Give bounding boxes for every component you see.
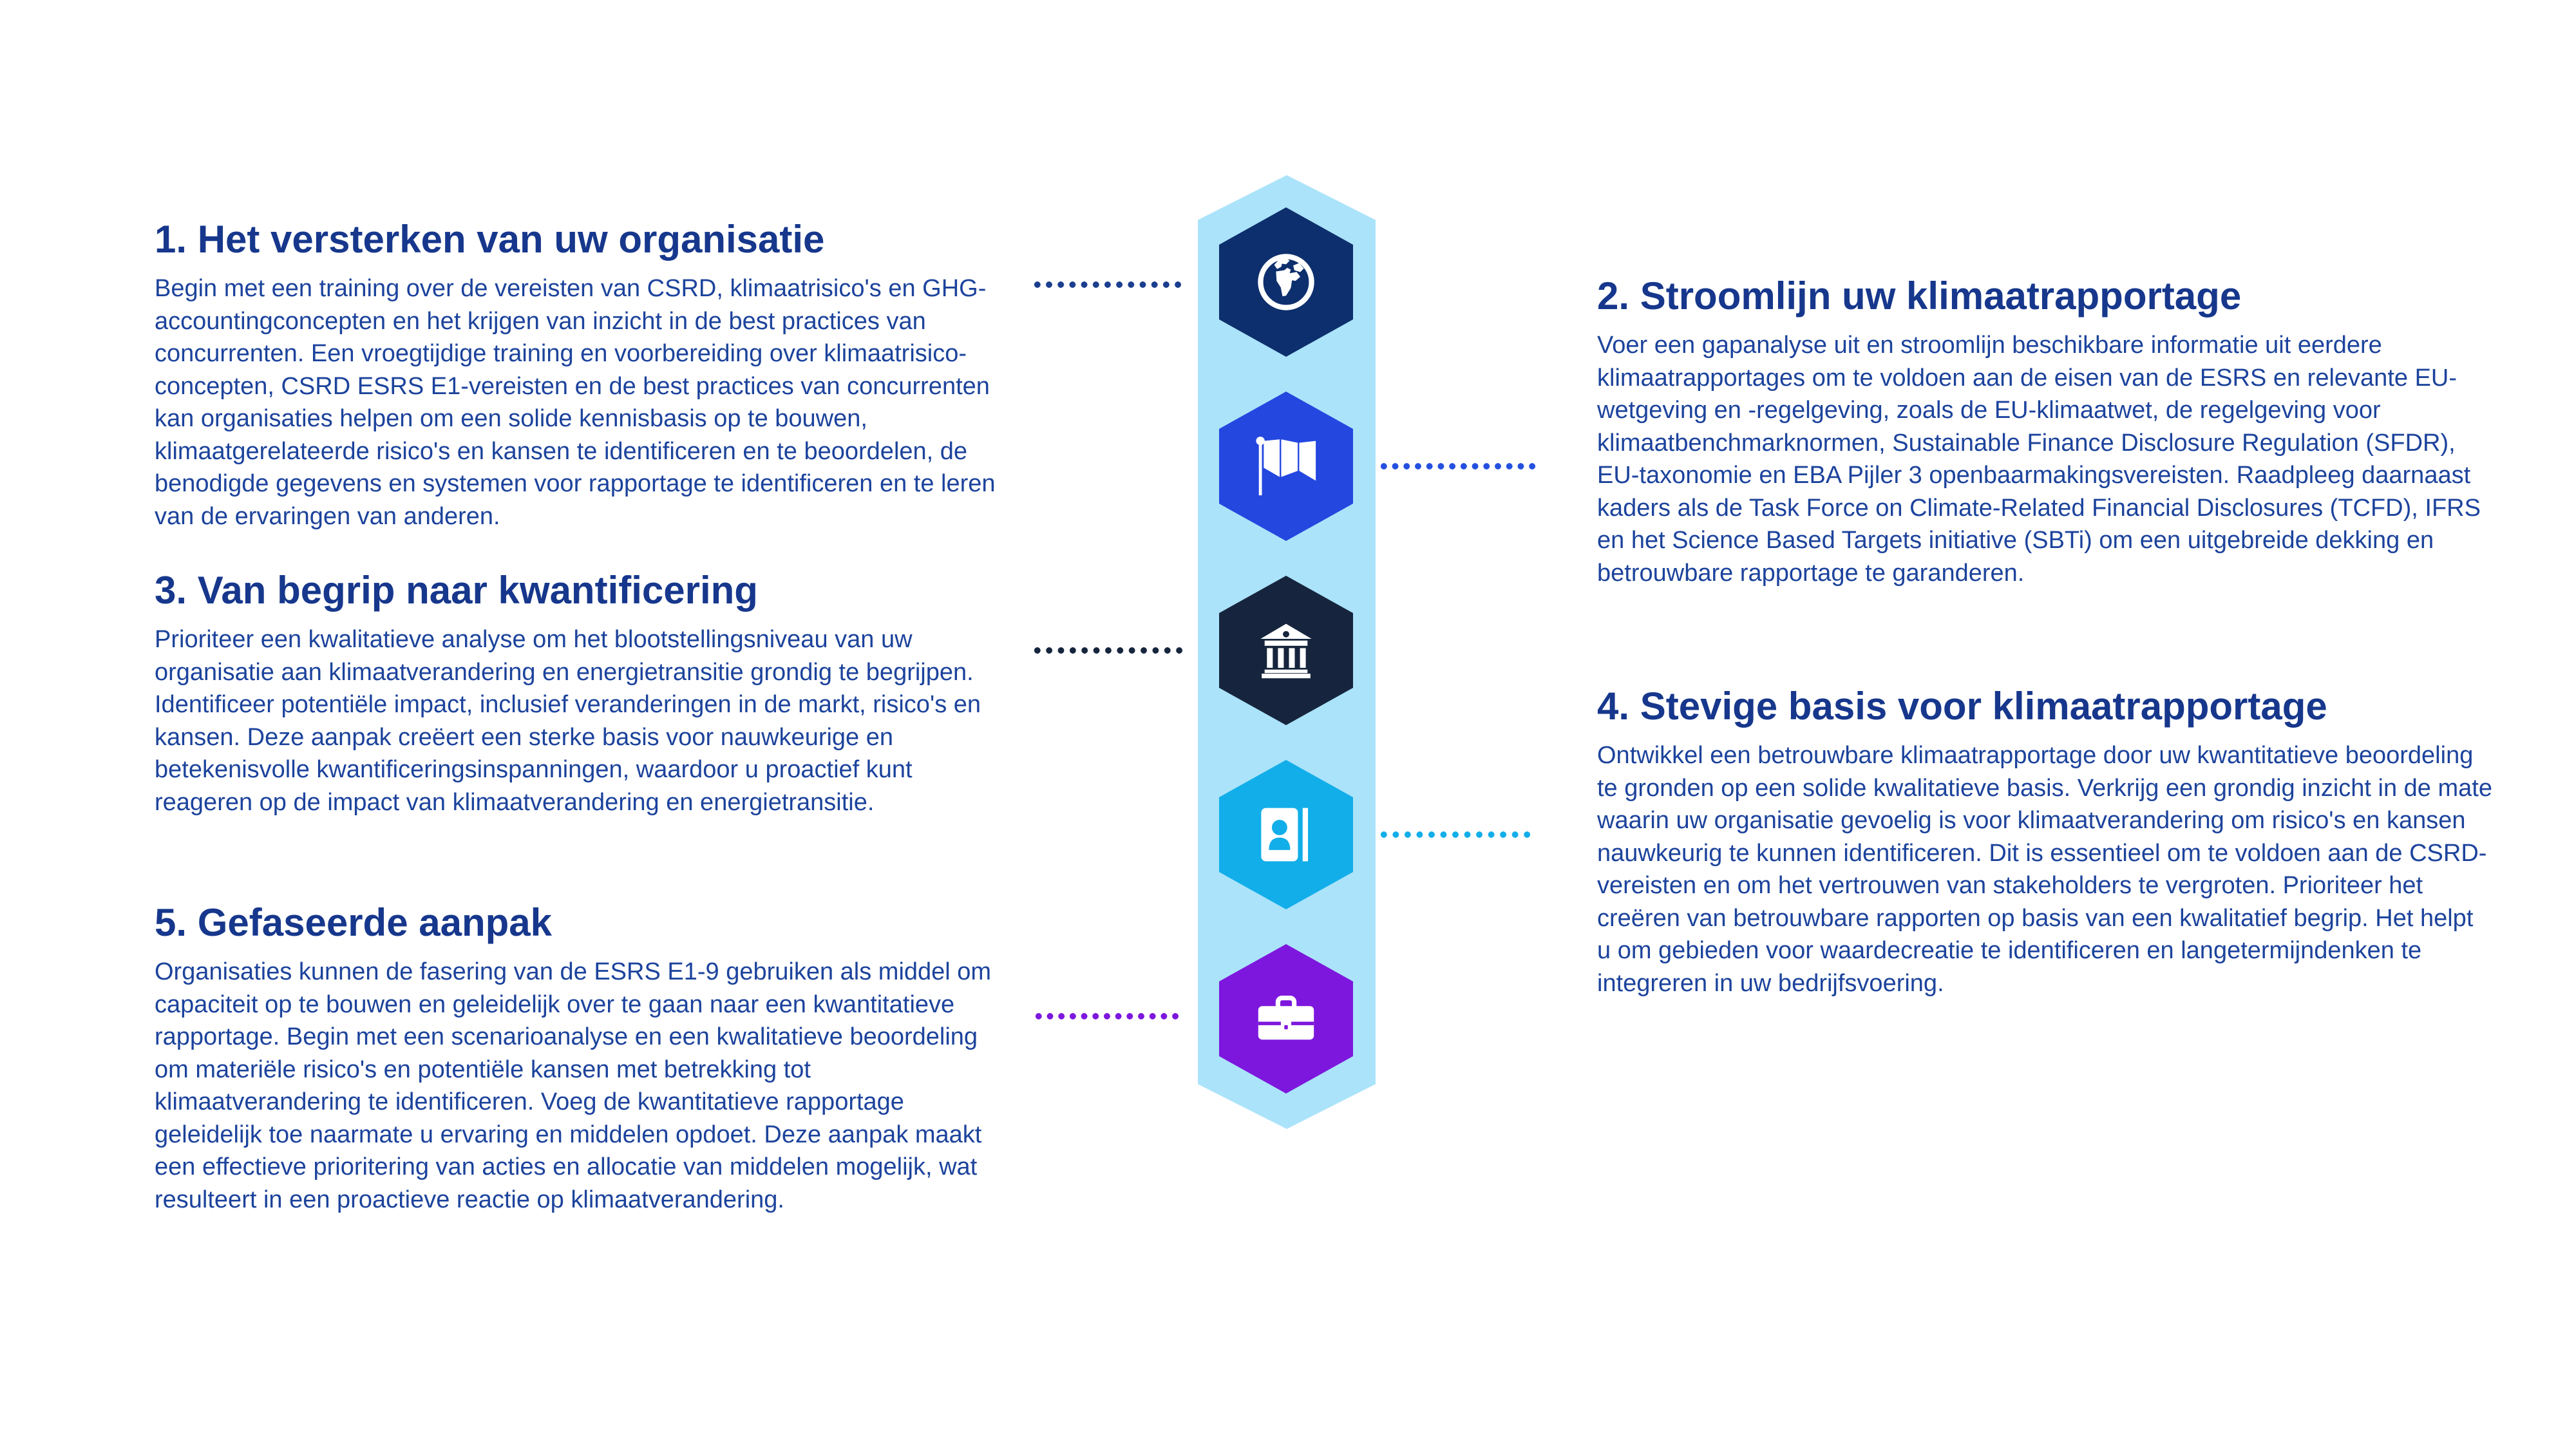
step-1-body: Begin met een training over de vereisten van CSRD, klimaatrisico's en GHG-accountingconcepten en het krijgen van inzicht in de best practices van concurrenten. Een vroegtijdige training en voorbereiding over klimaatrisico-concepten, CSRD ESRS E1-vereisten en de best practices van concurrenten kan organisaties helpen om een solide kennisbasis op te bouwen, klimaatgerelateerde risico's en kansen te identificeren en te beoordelen, de benodigde gegevens en systemen voor rapportage te identificeren en te leren van de ervaringen van anderen. bbox=[155, 275, 996, 530]
step-5-body: Organisaties kunnen de fasering van de ESRS E1-9 gebruiken als middel om capaciteit op te bouwen en geleidelijk over te gaan naar een kwantitatieve rapportage. Begin met een scenarioanalyse en een kwalitatieve beoordeling om materiële risico's en potentiële kansen met betrekking tot klimaatverandering te identificeren. Voeg de kwantitatieve rapportage geleidelijk toe naarmate u ervaring en middelen opdoet. Deze aanpak maakt een effectieve prioritering van acties en allocatie van middelen mogelijk, wat resulteert in een proactieve reactie op klimaatverandering. bbox=[155, 958, 992, 1213]
step-3-body: Prioriteer een kwalitatieve analyse om het blootstellingsniveau van uw organisatie aan klimaatverandering en energietransitie grondig te begrijpen. Identificeer potentiële impact, inclusief veranderingen in de markt, risico's en kansen. Deze aanpak creëert een sterke basis voor nauwkeurige en betekenisvolle kwantificeringsinspanningen, waardoor u proactief kunt reageren op de impact van klimaatverandering en energietransitie. bbox=[155, 626, 981, 816]
bank-icon bbox=[1257, 621, 1315, 679]
connector-step-2 bbox=[1378, 463, 1538, 469]
step-5-title: 5. Gefaseerde aanpak bbox=[155, 901, 553, 944]
globe-icon bbox=[1256, 252, 1316, 312]
connector-step-4 bbox=[1378, 831, 1533, 838]
step-3-section bbox=[155, 569, 1011, 819]
step-5-section bbox=[155, 902, 1011, 1216]
step-1-title: 1. Het versterken van uw organisatie bbox=[155, 218, 825, 261]
step-4-section bbox=[1597, 685, 2492, 999]
connector-step-5 bbox=[1033, 1013, 1181, 1019]
step-4-body: Ontwikkel een betrouwbare klimaatrapportage door uw kwantitatieve beoordeling te gronden op een solide kwalitatieve basis. Verkrijg een grondig inzicht in de mate waarin uw organisatie gevoelig is voor klimaatverandering om risico's en kansen nauwkeurig te kunnen identificeren. Dit is essentieel om te voldoen aan de CSRD-vereisten en om het vertrouwen van stakeholders te vergroten. Prioriteer het creëren van betrouwbare rapporten op basis van een kwalitatief begrip. Het helpt u om gebieden voor waardecreatie te identificeren en langetermijndenken te integreren in uw bedrijfsvoering. bbox=[1597, 742, 2492, 997]
connector-step-1 bbox=[1032, 281, 1184, 288]
briefcase-icon bbox=[1257, 990, 1315, 1048]
contact-book-icon bbox=[1256, 805, 1316, 864]
step-3-title: 3. Van begrip naar kwantificering bbox=[155, 569, 758, 612]
connector-step-3 bbox=[1032, 647, 1185, 654]
step-1-section bbox=[155, 218, 1011, 533]
flag-icon bbox=[1256, 436, 1317, 497]
step-4-title: 4. Stevige basis voor klimaatrapportage bbox=[1597, 685, 2327, 728]
step-2-title: 2. Stroomlijn uw klimaatrapportage bbox=[1597, 274, 2242, 317]
step-2-section bbox=[1597, 275, 2492, 589]
step-2-body: Voer een gapanalyse uit en stroomlijn beschikbare informatie uit eerdere klimaatrapportages om te voldoen aan de eisen van de ESRS en relevante EU-wetgeving en -regelgeving, zoals de EU-klimaatwet, de regelgeving voor klimaatbenchmarknormen, Sustainable Finance Disclosure Regulation (SFDR), EU-taxonomie en EBA Pijler 3 openbaarmakingsvereisten. Raadpleeg daarnaast kaders als de Task Force on Climate-Related Financial Disclosures (TCFD), IFRS en het Science Based Targets initiative (SBTi) om een uitgebreide dekking en betrouwbare rapportage te garanderen. bbox=[1597, 332, 2481, 587]
